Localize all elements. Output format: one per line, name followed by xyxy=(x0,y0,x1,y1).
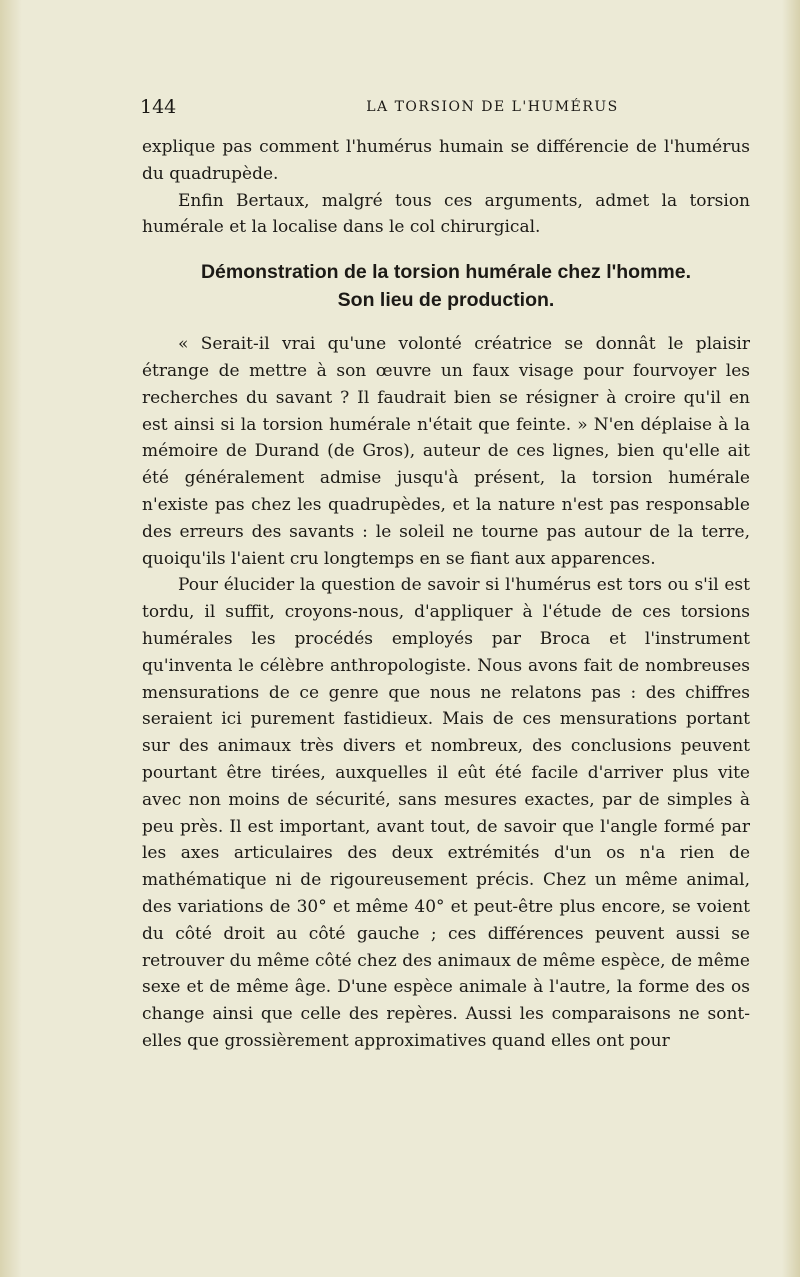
page-edge-left xyxy=(0,0,22,1277)
paragraph-quote: « Serait-il vrai qu'une volonté créatrice se donnât le plaisir étrange de mettre à son œuvre un faux visage pour fourvoyer les recherches du savant ? Il faudrait bien se résigner à croire qu'il en est ainsi si la torsion humérale n'était que feinte. » N'en déplaise à la mémoire de Durand (de Gros), auteur de ces lignes, bien qu'elle ait été généralement admise jusqu'à présent, la torsion humérale n'existe pas chez les quadrupèdes, et la nature n'est pas responsable des erreurs des savants : le soleil ne tourne pas autour de la terre, quoiqu'ils l'aient cru longtemps en se fiant aux apparences. xyxy=(142,334,750,569)
section-heading-line2: Son lieu de production. xyxy=(337,289,555,312)
section-heading-line1: Démonstration de la torsion humérale chez l'homme. xyxy=(200,261,692,284)
page-number: 144 xyxy=(140,96,177,118)
paragraph-pour-elucider: Pour élucider la question de savoir si l'humérus est tors ou s'il est tordu, il suffit, croyons-nous, d'appliquer à l'étude de ces torsions humérales les procédés employés par Broca et l'instrument qu'inventa le célèbre anthropologiste. Nous avons fait de nombreuses mensurations de ce genre que nous ne relatons pas : des chiffres seraient ici purement fastidieux. Mais de ces mensurations portant sur des animaux très divers et nombreux, des conclusions peuvent pourtant être tirées, auxquelles il eût été facile d'arriver plus vite avec non moins de sécurité, sans mesures exactes, par de simples à peu près. Il est important, avant tout, de savoir que l'angle formé par les axes articulaires des deux extrémités d'un os n'a rien de mathématique ni de rigoureusement précis. Chez un même animal, des variations de 30° et même 40° et peut-être plus encore, se voient du côté droit au côté gauche ; ces différences peuvent aussi se retrouver du même côté chez des animaux de même espèce, de même sexe et de même âge. D'une espèce animale à l'autre, la forme des os change ainsi que celle des repères. Aussi les comparaisons ne sont-elles que grossièrement approximatives quand elles ont pour xyxy=(142,575,750,1051)
running-title: LA TORSION DE L'HUMÉRUS xyxy=(366,99,619,115)
section-heading xyxy=(142,258,750,314)
body-text xyxy=(142,134,750,1055)
page-edge-right xyxy=(782,0,800,1277)
paragraph-continuation: explique pas comment l'humérus humain se différencie de l'humérus du quadrupède. xyxy=(142,137,750,184)
paragraph-bertaux: Enfin Bertaux, malgré tous ces arguments, admet la torsion humérale et la localise dans le col chirurgical. xyxy=(142,190,750,238)
running-header xyxy=(140,96,750,126)
